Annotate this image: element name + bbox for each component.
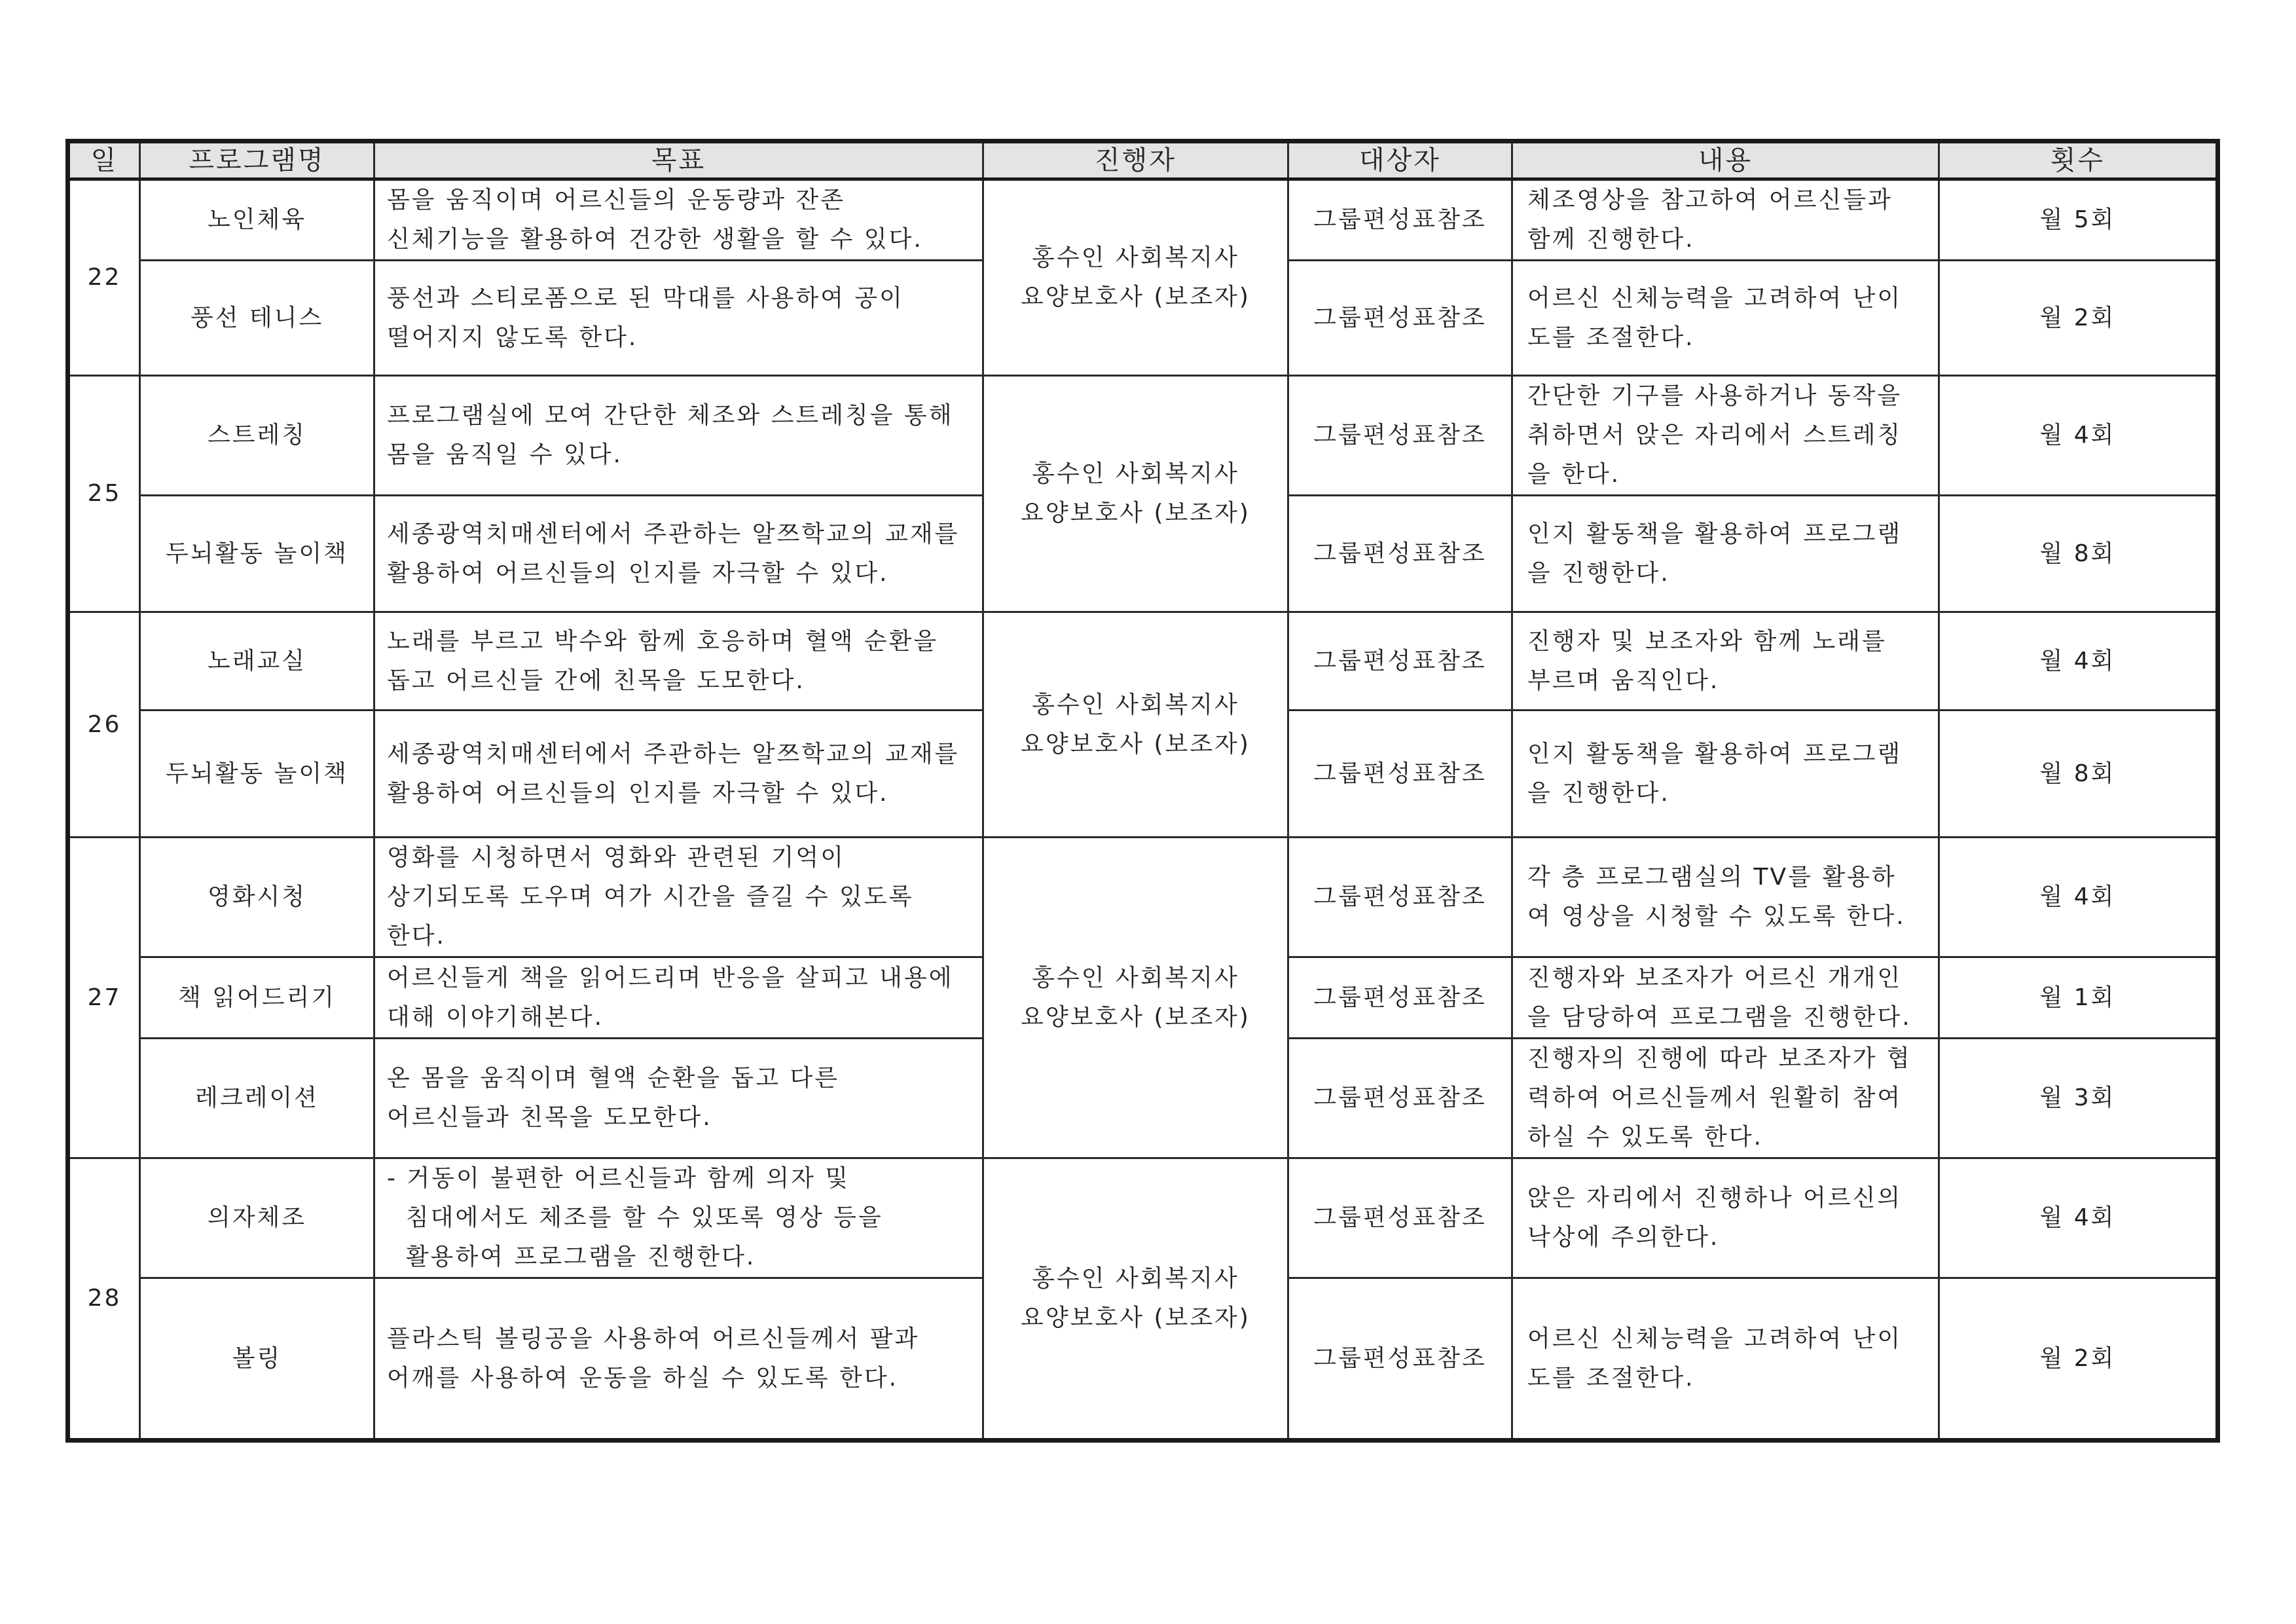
content-line: 도를 조절한다.	[1527, 1364, 1695, 1392]
program-name-cell: 두뇌활동 놀이책	[140, 496, 374, 612]
content-line: 부르며 움직인다.	[1527, 667, 1720, 694]
goal-line: 어르신들게 책을 읽어드리며 반응을 살피고 내용에	[387, 964, 954, 991]
goal-cell	[374, 1158, 983, 1278]
goal-line: 플라스틱 볼링공을 사용하여 어르신들께서 팔과	[387, 1325, 920, 1352]
lead-cell	[983, 376, 1288, 612]
content-cell	[1512, 179, 1939, 261]
program-name-cell: 영화시청	[140, 838, 374, 957]
count-cell: 월 3회	[1939, 1039, 2218, 1158]
header-program: 프로그램명	[140, 141, 374, 179]
goal-line: 활용하여 어르신들의 인지를 자극할 수 있다.	[387, 559, 889, 587]
count-cell: 월 1회	[1939, 957, 2218, 1039]
content-cell	[1512, 496, 1939, 612]
program-name-cell: 볼링	[140, 1278, 374, 1441]
goal-line: 풍선과 스티로폼으로 된 막대를 사용하여 공이	[387, 284, 904, 312]
table-row	[68, 1158, 2218, 1278]
goal-line: 돕고 어르신들 간에 친목을 도모한다.	[387, 667, 805, 694]
goal-line: 신체기능을 활용하여 건강한 생활을 할 수 있다.	[387, 226, 923, 253]
program-name-cell: 노인체육	[140, 179, 374, 261]
lead-line: 홍수인 사회복지사	[1032, 460, 1239, 487]
target-cell: 그룹편성표참조	[1288, 1158, 1512, 1278]
goal-line: 떨어지지 않도록 한다.	[387, 323, 638, 351]
day-cell: 28	[68, 1158, 140, 1441]
program-name-cell: 레크레이션	[140, 1039, 374, 1158]
content-line: 앉은 자리에서 진행하나 어르신의	[1527, 1185, 1903, 1211]
lead-cell	[983, 1158, 1288, 1441]
lead-line: 요양보호사 (보조자)	[1021, 730, 1250, 758]
content-line: 도를 조절한다.	[1527, 323, 1695, 351]
lead-line: 홍수인 사회복지사	[1032, 691, 1239, 718]
goal-line: 활용하여 어르신들의 인지를 자극할 수 있다.	[387, 779, 889, 807]
content-cell	[1512, 1278, 1939, 1441]
count-cell: 월 4회	[1939, 1158, 2218, 1278]
goal-line: 대해 이야기해본다.	[387, 1003, 604, 1031]
lead-line: 요양보호사 (보조자)	[1021, 1304, 1250, 1331]
content-line: 어르신 신체능력을 고려하여 난이	[1527, 284, 1903, 312]
goal-cell	[374, 179, 983, 261]
lead-cell	[983, 838, 1288, 1158]
goal-cell	[374, 710, 983, 838]
content-line: 을 담당하여 프로그램을 진행한다.	[1527, 1003, 1912, 1031]
lead-line: 홍수인 사회복지사	[1032, 1265, 1239, 1292]
goal-line: 세종광역치매센터에서 주관하는 알쯔학교의 교재를	[387, 520, 960, 547]
goal-line: 활용하여 프로그램을 진행한다.	[387, 1244, 756, 1270]
target-cell: 그룹편성표참조	[1288, 838, 1512, 957]
content-line: 진행자와 보조자가 어르신 개개인	[1527, 964, 1903, 991]
lead-line: 홍수인 사회복지사	[1032, 964, 1239, 991]
content-line: 취하면서 앉은 자리에서 스트레칭	[1527, 422, 1903, 449]
lead-cell	[983, 179, 1288, 376]
day-cell: 26	[68, 612, 140, 838]
content-line: 을 한다.	[1527, 461, 1621, 488]
header-row	[68, 141, 2218, 179]
goal-line: 상기되도록 도우며 여가 시간을 즐길 수 있도록	[387, 883, 914, 910]
goal-cell	[374, 1278, 983, 1441]
goal-line: 어깨를 사용하여 운동을 하실 수 있도록 한다.	[387, 1364, 899, 1392]
table-row	[68, 838, 2218, 957]
table-row	[68, 376, 2218, 496]
program-schedule-table	[65, 139, 2220, 1443]
goal-line: 어르신들과 친목을 도모한다.	[387, 1104, 712, 1131]
goal-cell	[374, 496, 983, 612]
target-cell: 그룹편성표참조	[1288, 1039, 1512, 1158]
content-line: 인지 활동책을 활용하여 프로그램	[1527, 740, 1903, 767]
program-name-cell: 노래교실	[140, 612, 374, 710]
content-line: 어르신 신체능력을 고려하여 난이	[1527, 1325, 1903, 1352]
goal-line: - 거동이 불편한 어르신들과 함께 의자 및	[387, 1165, 850, 1192]
day-cell: 25	[68, 376, 140, 612]
program-name-cell: 책 읽어드리기	[140, 957, 374, 1039]
goal-line: 온 몸을 움직이며 혈액 순환을 돕고 다른	[387, 1065, 840, 1092]
header-content: 내용	[1512, 141, 1939, 179]
goal-line: 노래를 부르고 박수와 함께 호응하며 혈액 순환을	[387, 627, 939, 655]
header-day: 일	[68, 141, 140, 179]
content-line: 진행자의 진행에 따라 보조자가 협	[1527, 1045, 1912, 1072]
goal-line: 영화를 시청하면서 영화와 관련된 기억이	[387, 844, 845, 871]
goal-line: 세종광역치매센터에서 주관하는 알쯔학교의 교재를	[387, 740, 960, 767]
goal-line: 프로그램실에 모여 간단한 체조와 스트레칭을 통해	[387, 402, 954, 429]
goal-line: 몸을 움직이며 어르신들의 운동량과 잔존	[387, 187, 845, 213]
count-cell: 월 2회	[1939, 261, 2218, 376]
goal-cell	[374, 376, 983, 496]
target-cell: 그룹편성표참조	[1288, 261, 1512, 376]
content-cell	[1512, 1158, 1939, 1278]
content-cell	[1512, 376, 1939, 496]
goal-cell	[374, 261, 983, 376]
content-line: 을 진행한다.	[1527, 559, 1670, 587]
content-line: 진행자 및 보조자와 함께 노래를	[1527, 627, 1887, 655]
target-cell: 그룹편성표참조	[1288, 1278, 1512, 1441]
content-cell	[1512, 261, 1939, 376]
goal-line: 침대에서도 체조를 할 수 있또록 영상 등을	[387, 1204, 883, 1231]
goal-line: 한다.	[387, 923, 446, 950]
header-count: 횟수	[1939, 141, 2218, 179]
target-cell: 그룹편성표참조	[1288, 496, 1512, 612]
lead-cell	[983, 612, 1288, 838]
count-cell: 월 4회	[1939, 838, 2218, 957]
lead-line: 요양보호사 (보조자)	[1021, 1003, 1250, 1031]
count-cell: 월 4회	[1939, 612, 2218, 710]
content-line: 체조영상을 참고하여 어르신들과	[1527, 187, 1893, 213]
target-cell: 그룹편성표참조	[1288, 376, 1512, 496]
content-line: 을 진행한다.	[1527, 779, 1670, 807]
goal-cell	[374, 1039, 983, 1158]
lead-line: 요양보호사 (보조자)	[1021, 284, 1250, 310]
day-cell: 22	[68, 179, 140, 376]
count-cell: 월 8회	[1939, 496, 2218, 612]
target-cell: 그룹편성표참조	[1288, 710, 1512, 838]
lead-line: 요양보호사 (보조자)	[1021, 500, 1250, 526]
content-cell	[1512, 957, 1939, 1039]
program-name-cell: 풍선 테니스	[140, 261, 374, 376]
goal-cell	[374, 957, 983, 1039]
goal-cell	[374, 838, 983, 957]
goal-line: 몸을 움직일 수 있다.	[387, 441, 623, 468]
count-cell: 월 2회	[1939, 1278, 2218, 1441]
header-lead: 진행자	[983, 141, 1288, 179]
target-cell: 그룹편성표참조	[1288, 612, 1512, 710]
content-line: 하실 수 있도록 한다.	[1527, 1124, 1763, 1151]
count-cell: 월 8회	[1939, 710, 2218, 838]
content-cell	[1512, 838, 1939, 957]
goal-cell	[374, 612, 983, 710]
content-line: 낙상에 주의한다.	[1527, 1224, 1720, 1251]
program-name-cell: 스트레칭	[140, 376, 374, 496]
target-cell: 그룹편성표참조	[1288, 179, 1512, 261]
content-line: 력하여 어르신들께서 원활히 참여	[1527, 1084, 1903, 1111]
table-row	[68, 612, 2218, 710]
table-row	[68, 179, 2218, 261]
count-cell: 월 4회	[1939, 376, 2218, 496]
content-line: 각 층 프로그램실의 TV를 활용하	[1527, 864, 1897, 891]
target-cell: 그룹편성표참조	[1288, 957, 1512, 1039]
content-line: 간단한 기구를 사용하거나 동작을	[1527, 382, 1903, 409]
program-name-cell: 두뇌활동 놀이책	[140, 710, 374, 838]
day-cell: 27	[68, 838, 140, 1158]
content-line: 여 영상을 시청할 수 있도록 한다.	[1527, 903, 1906, 930]
count-cell: 월 5회	[1939, 179, 2218, 261]
content-cell	[1512, 612, 1939, 710]
content-cell	[1512, 710, 1939, 838]
content-line: 함께 진행한다.	[1527, 226, 1695, 253]
lead-line: 홍수인 사회복지사	[1032, 244, 1239, 271]
header-goal: 목표	[374, 141, 983, 179]
program-name-cell: 의자체조	[140, 1158, 374, 1278]
header-target: 대상자	[1288, 141, 1512, 179]
content-cell	[1512, 1039, 1939, 1158]
content-line: 인지 활동책을 활용하여 프로그램	[1527, 520, 1903, 547]
